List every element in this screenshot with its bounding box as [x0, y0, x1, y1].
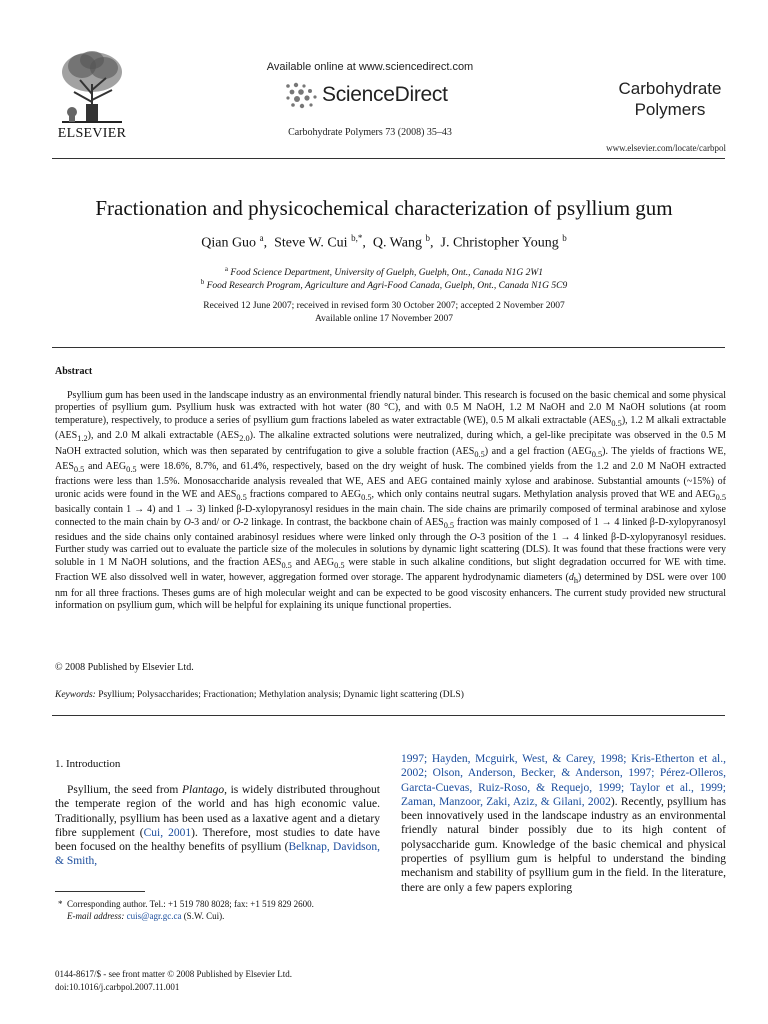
abstract-body: Psyllium gum has been used in the landscape industry as an environmental friendly natural binder. This research is focused on the basic chemical and some physical properties of psyllium gum. Psyllium husk was extracted with hot water (80 °C), and with 0.5 M NaOH, 1.2 M NaOH and 2.0 M NaOH solutions (at room temperature), respectively, to produce a series of psyllium gum fractions labeled as water extractable (WE), 0.5 M alkali extractable $(AES_{0.5})$, 1.2 M alkali extractable $(AES_{1.2})$, and 2.0 M alkali extractable $(AES_{2.0})$. The alkaline extracted solutions were neutralized, during which, a gel-like precipitate was observed in the 0.5 M NaOH extracted solution, which was then separated by centrifugation to give a soluble fraction $(AES_{0.5})$ and a gel fraction $(AEG_{0.5})$. The yields of fractions WE, $AES_{0.5}$ and $AEG_{0.5}$ were 18.6%, 8.7%, and 61.4%, respectively, based on the dry weight of husk. The combined yields from the 1.2 and 2.0 M NaOH extracted fractions were less than 1.5%. Monosaccharide analysis revealed that WE, AES and AEG contained mainly xylose and arabinose. Substantial amounts (~15%) of uronic acids were found in the WE and $AES_{0.5}$ fractions compared to $AEG_{0.5}$, which only contains neutral sugars. Methylation analysis proved that WE and $AEG_{0.5}$ basically contain 1 → 4) and 1 → 3) linked β-D-xylopyranosyl residues in the main chain. The side chains are primarily composed of terminal arabinose and xylose connected to the main chain by O-3 and/ or O-2 linkage. In contrast, the backbone chain of $AES_{0.5}$ fraction was mainly composed of 1 → 4 linked β-D-xylopyranosyl residues and the side chains only contained arabinosyl residues where were linked only through the O-3 position of the 1 → 4 linked β-D-xylopyranosyl residues. Further study was carried out to evaluate the particle size of the molecules in solutions by dynamic light scattering (DLS). It was found that these fractions were very soluble in 1 M NaOH solutions, and the fraction $AES_{0.5}$ and $AEG_{0.5}$ were stable in such alkaline conditions, but slight degradation occurred for WE with time. Fraction WE also dissolved well in water, however, aggregation formed over storage. The apparent hydrodynamic diameters $(d_h)$ determined by DSL were over 100 nm for all three fractions. Theses gums are of high molecular weight and can be expected to be good viscosity enhancers. The current study provided new structural information on psyllium gum, which will be helpful for explaining its unique functional properties.: [55, 390, 727, 612]
section-heading-introduction: 1. Introduction: [55, 758, 121, 770]
journal-name: [600, 78, 740, 120]
footnote-email-suffix: (S.W. Cui).: [183, 911, 225, 921]
issn-line: 0144-8617/$ - see front matter © 2008 Published by Elsevier Ltd.: [55, 969, 293, 979]
journal-name-line2: Polymers: [634, 100, 706, 119]
corresponding-author-footnote: [55, 898, 380, 922]
citation-link[interactable]: Cui, 2001: [143, 826, 192, 839]
intro-right-column: 1997; Hayden, Mcguirk, West, & Carey, 1998; Kris-Etherton et al., 2002; Olson, Anderson, Becker, & Anderson, 1997; Pérez-Olleros, Garcta-Cuevas, Ruiz-Roso, & Requejo, 1999; Taylor et al., 1999; Zaman, Manzoor, Zaki, Aziz, & Gilani, 2002). Recently, psyllium has been innovatively used in the landscape industry as an environmental friendly natural binder possibly due to its high content of polysaccharide gum. Knowledge of the basic chemical and physical properties of psyllium gum is helpful to understand the binding mechanism and stability of psyllium gum in the field. In the literature, there are only a few papers exploring: [401, 753, 726, 894]
sciencedirect-wordmark: ScienceDirect: [322, 83, 448, 106]
abstract-heading: Abstract: [55, 366, 93, 377]
footnote-rule: [55, 891, 145, 892]
author-affiliation-mark: b,*: [351, 233, 363, 243]
author-list: Qian Guo $^a$, Steve W. Cui $^{b,*}$, Q. Wang $^b$, J. Christopher Young $^b$: [201, 233, 567, 251]
abstract-copyright: © 2008 Published by Elsevier Ltd.: [55, 662, 194, 673]
publisher-name: ELSEVIER: [57, 126, 127, 141]
available-online-date: Available online 17 November 2007: [314, 314, 454, 324]
journal-url-link[interactable]: www.elsevier.com/locate/carbpol: [606, 143, 726, 153]
keywords-line: [55, 690, 464, 700]
author-affiliation-mark: a: [259, 233, 264, 243]
footnote-contact: Corresponding author. Tel.: +1 519 780 8028; fax: +1 519 829 2600.: [67, 899, 314, 909]
article-title: Fractionation and physicochemical characterization of psyllium gum: [95, 196, 673, 220]
affiliation-mark: b: [200, 278, 205, 286]
affiliation-text: Food Science Department, University of Guelph, Guelph, Ont., Canada N1G 2W1: [230, 268, 544, 279]
intro-left-column: Psyllium, the seed from Plantago, is widely distributed throughout the temperate region of the world and has high economic value. Traditionally, psyllium has been used as a laxative agent and a dietary fibre supplement (Cui, 2001). Therefore, most studies to date have been focused on the healthy benefits of psyllium (Belknap, Davidson, & Smith,: [55, 784, 380, 868]
abstract-bottom-rule: [52, 715, 725, 716]
author-affiliation-mark: b: [562, 233, 567, 243]
doi-line[interactable]: doi:10.1016/j.carbpol.2007.11.001: [55, 981, 180, 992]
sciencedirect-logo: [282, 80, 472, 112]
footnote-email-line: [55, 910, 380, 922]
available-online-note: Available online at www.sciencedirect.com: [266, 61, 474, 73]
affiliation-text: Food Research Program, Agriculture and Agri-Food Canada, Guelph, Ont., Canada N1G 5C9: [206, 281, 568, 292]
journal-name-line1: Carbohydrate: [618, 79, 722, 98]
sciencedirect-dots-icon: [282, 80, 322, 112]
author-affiliation-mark: b: [425, 233, 430, 243]
email-link[interactable]: cuis@agr.gc.ca: [126, 911, 182, 921]
header-rule: [52, 158, 725, 159]
author-name[interactable]: Steve W. Cui: [274, 235, 348, 251]
citation-link[interactable]: 1997; Hayden, Mcguirk, West, & Carey, 1998; Kris-Etherton et al., 2002; Olson, Anderson, Becker, & Anderson, 1997; Pérez-Olleros, Garcta-Cuevas, Ruiz-Roso, & Requejo, 1999; Taylor et al., 1999; Zaman, Manzoor, Zaki, Aziz, & Gilani, 2002: [401, 753, 726, 808]
author-name[interactable]: Q. Wang: [372, 235, 422, 251]
received-dates: Received 12 June 2007; received in revised form 30 October 2007; accepted 2 November 2007: [203, 301, 565, 311]
keywords-text: Psyllium; Polysaccharides; Fractionation; Methylation analysis; Dynamic light scattering (DLS): [98, 690, 464, 700]
citation-link[interactable]: Belknap, Davidson, & Smith,: [55, 841, 380, 868]
footnote-star: *: [58, 899, 63, 909]
footnote-email-label: E-mail address:: [67, 911, 125, 921]
author-name[interactable]: J. Christopher Young: [440, 235, 559, 251]
elsevier-tree-logo: [52, 44, 132, 124]
abstract-top-rule: [52, 347, 725, 348]
issn-block: [55, 968, 380, 993]
affiliation-a: [40, 265, 728, 278]
keywords-label: Keywords:: [55, 690, 96, 700]
author-name[interactable]: Qian Guo: [201, 235, 257, 251]
affiliation-b: [40, 278, 728, 291]
journal-reference: Carbohydrate Polymers 73 (2008) 35–43: [288, 127, 452, 138]
affiliation-mark: a: [224, 265, 229, 273]
